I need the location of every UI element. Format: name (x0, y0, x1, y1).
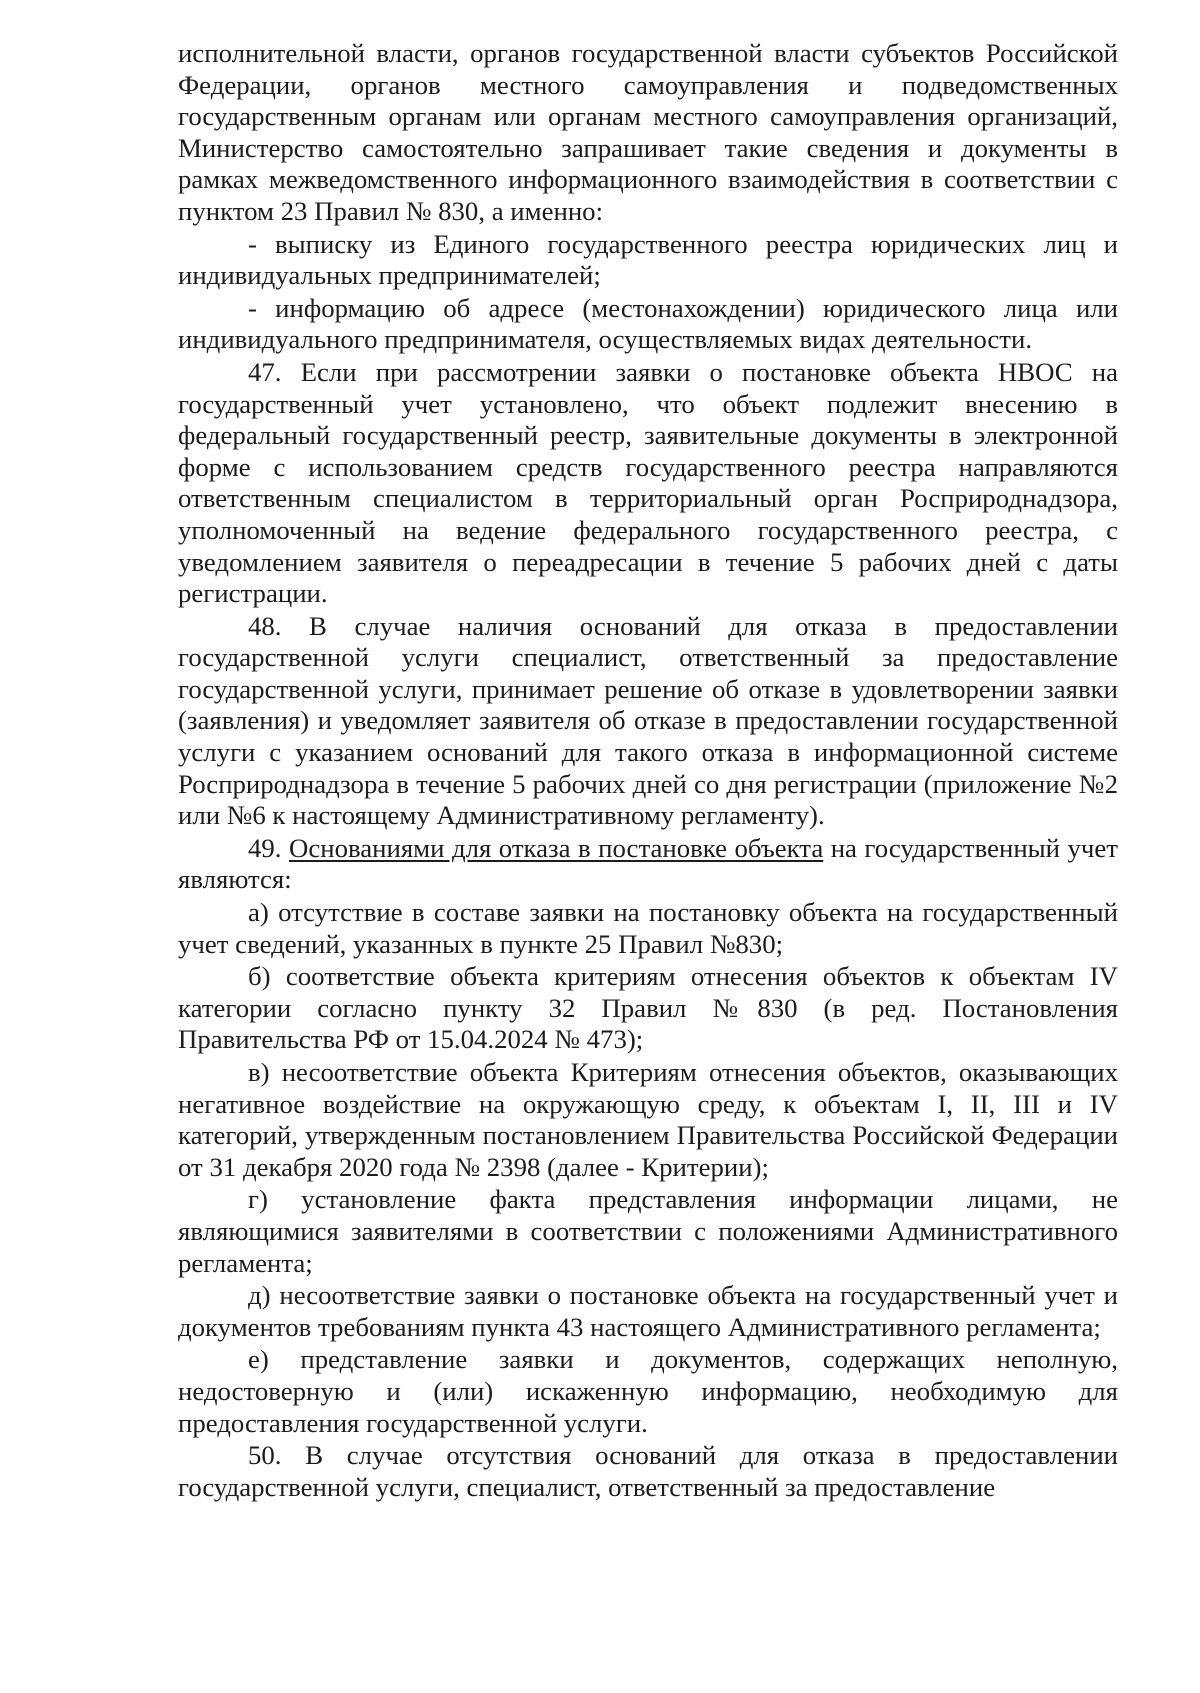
document-page (178, 38, 1118, 1503)
paragraph-48: 48. В случае наличия оснований для отказа в предоставлении государственной услуги специалист, ответственный за предоставление государственной услуги, принимает решение об отказе в удовлетворении заявки (заявления) и уведомляет заявителя об отказе в предоставлении государственной услуги с указанием оснований для такого отказа в информационной системе Росприроднадзора в течение 5 рабочих дней со дня регистрации (приложение №2 или №6 к настоящему Административному регламенту). (178, 610, 1118, 831)
paragraph-49-rest: на государственный учет являются: (178, 832, 1118, 895)
list-item-egrul-extract: - выписку из Единого государственного реестра юридических лиц и индивидуальных предпринимателей; (178, 228, 1118, 291)
paragraph-50: 50. В случае отсутствия оснований для отказа в предоставлении государственной услуги, специалист, ответственный за предоставление (178, 1440, 1118, 1502)
paragraph-continuation: исполнительной власти, органов государственной власти субъектов Российской Федерации, органов местного самоуправления и подведомственных государственным органам или органам местного самоуправления организаций, Министерство самостоятельно запрашивает такие сведения и документы в рамках межведомственного информационного взаимодействия в соответствии с пунктом 23 Правил № 830, а именно: (178, 38, 1118, 226)
list-item-d: д) несоответствие заявки о постановке объекта на государственный учет и документов требованиям пункта 43 настоящего Административного регламента; (178, 1280, 1118, 1342)
list-item-g: г) установление факта представления информации лицами, не являющимися заявителями в соответствии с положениями Административного регламента; (178, 1184, 1118, 1278)
paragraph-47: 47. Если при рассмотрении заявки о постановке объекта НВОС на государственный учет установлено, что объект подлежит внесению в федеральный государственный реестр, заявительные документы в электронной форме с использованием средств государственного реестра направляются ответственным специалистом в территориальный орган Росприроднадзора, уполномоченный на ведение федерального государственного реестра, с уведомлением заявителя о переадресации в течение 5 рабочих дней с даты регистрации. (178, 356, 1118, 609)
list-item-address-info: - информацию об адресе (местонахождении) юридического лица или индивидуального предпринимателя, осуществляемых видах деятельности. (178, 292, 1118, 355)
paragraph-49-number: 49. (248, 832, 289, 863)
list-item-e: е) представление заявки и документов, содержащих неполную, недостоверную и (или) искаженную информацию, необходимую для предоставления государственной услуги. (178, 1344, 1118, 1438)
list-item-v: в) несоответствие объекта Критериям отнесения объектов, оказывающих негативное воздействие на окружающую среду, к объектам I, II, III и IV категорий, утвержденным постановлением Правительства Российской Федерации от 31 декабря 2020 года № 2398 (далее - Критерии); (178, 1057, 1118, 1182)
paragraph-49-underlined: Основаниями для отказа в постановке объекта (288, 832, 824, 863)
list-item-b: б) соответствие объекта критериям отнесения объектов к объектам IV категории согласно пункту 32 Правил №830 (в ред. Постановления Правительства РФ от 15.04.2024 № 473); (178, 961, 1118, 1055)
paragraph-49 (178, 833, 1118, 896)
list-item-a: а) отсутствие в составе заявки на постановку объекта на государственный учет сведений, указанных в пункте 25 Правил №830; (178, 897, 1118, 959)
